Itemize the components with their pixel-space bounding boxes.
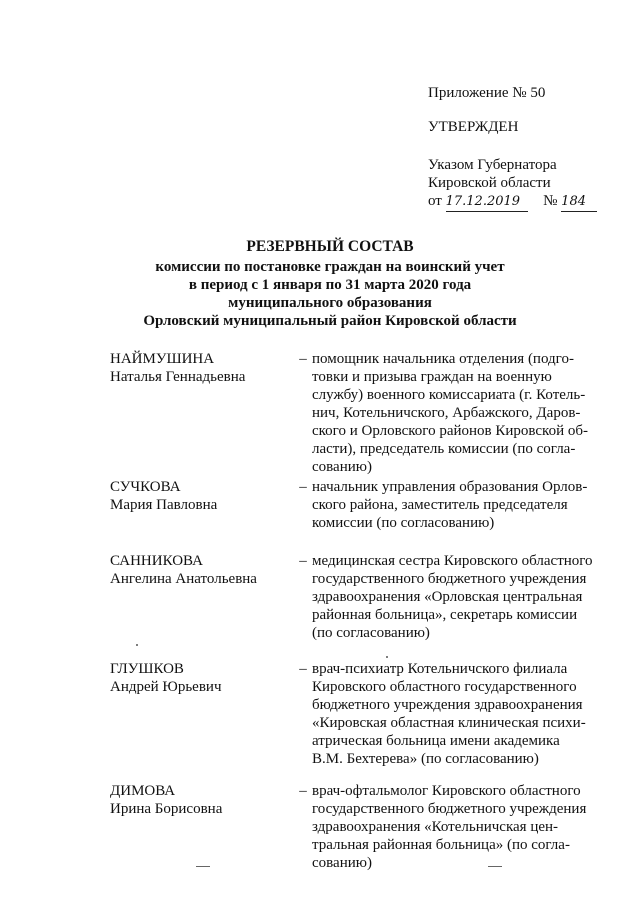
role-line: врач-офтальмолог Кировского областного — [312, 783, 581, 799]
decree-line-1: Указом Губернатора — [428, 157, 557, 173]
role-line: государственного бюджетного учреждения — [312, 801, 587, 817]
title-line: в период с 1 января по 31 марта 2020 года — [188, 277, 472, 293]
member-surname: НАЙМУШИНА — [110, 351, 215, 367]
role-line: «Кировская областная клиническая психи- — [312, 715, 586, 731]
role-line: государственного бюджетного учреждения — [312, 571, 587, 587]
role-line: Кировского областного государственного — [312, 679, 577, 695]
document-title — [100, 238, 560, 330]
decree-line-2: Кировской области — [428, 175, 551, 191]
member-role — [312, 350, 600, 476]
role-line: врач-психиатр Котельничского филиала — [312, 661, 568, 677]
role-line: службу) военного комиссариата (г. Котель- — [312, 387, 586, 403]
role-line: товки и призыва граждан на военную — [312, 369, 552, 385]
role-line: ского района, заместитель председателя — [312, 497, 568, 513]
role-line: районная больница», секретарь комиссии — [312, 607, 578, 623]
member-dash: – — [299, 553, 307, 569]
date-prefix: от — [428, 193, 442, 209]
member-surname: САННИКОВА — [110, 553, 203, 569]
title-main: РЕЗЕРВНЫЙ СОСТАВ — [246, 238, 414, 255]
role-line: здравоохранения «Котельничская цен- — [312, 819, 559, 835]
member-name — [110, 478, 290, 514]
role-line: медицинская сестра Кировского областного — [312, 553, 593, 569]
decree-date: 17.12.2019 — [446, 193, 528, 212]
scan-speck — [386, 656, 388, 658]
member-role — [312, 782, 600, 872]
member-given-name: Андрей Юрьевич — [110, 679, 222, 695]
role-line: В.М. Бехтерева» (по согласованию) — [312, 751, 539, 767]
role-line: тральная районная больница» (по согла- — [312, 837, 570, 853]
approved-stamp: УТВЕРЖДЕН — [428, 119, 519, 135]
member-name — [110, 782, 290, 818]
footer-mark — [196, 866, 210, 867]
role-line: нич, Котельничского, Арбажского, Даров- — [312, 405, 581, 421]
member-surname: ГЛУШКОВ — [110, 661, 184, 677]
role-line: ского и Орловского районов Кировской об- — [312, 423, 588, 439]
title-line: комиссии по постановке граждан на воинский учет — [155, 259, 505, 275]
member-name — [110, 552, 290, 588]
member-name — [110, 350, 290, 386]
role-line: сованию) — [312, 855, 372, 871]
member-role — [312, 478, 600, 532]
member-role — [312, 660, 600, 768]
footer-mark — [488, 866, 502, 867]
role-line: (по согласованию) — [312, 625, 430, 641]
decree-number: 184 — [561, 193, 597, 212]
approval-header — [428, 84, 597, 212]
member-given-name: Ирина Борисовна — [110, 801, 223, 817]
member-dash: – — [299, 351, 307, 367]
decree-date-number — [428, 192, 597, 212]
member-given-name: Ангелина Анатольевна — [110, 571, 257, 587]
title-line: Орловский муниципальный район Кировской области — [143, 313, 517, 329]
member-dash: – — [299, 783, 307, 799]
scan-speck — [136, 644, 138, 646]
role-line: здравоохранения «Орловская центральная — [312, 589, 583, 605]
role-line: атрическая больница имени академика — [312, 733, 560, 749]
role-line: помощник начальника отделения (подго- — [312, 351, 574, 367]
role-line: начальник управления образования Орлов- — [312, 479, 588, 495]
role-line: сованию) — [312, 459, 372, 475]
member-name — [110, 660, 290, 696]
role-line: бюджетного учреждения здравоохранения — [312, 697, 583, 713]
member-dash: – — [299, 479, 307, 495]
role-line: комиссии (по согласованию) — [312, 515, 495, 531]
member-role — [312, 552, 600, 642]
role-line: ласти), председатель комиссии (по согла- — [312, 441, 576, 457]
title-line: муниципального образования — [228, 295, 432, 311]
member-surname: ДИМОВА — [110, 783, 176, 799]
appendix-number: Приложение № 50 — [428, 85, 546, 101]
member-dash: – — [299, 661, 307, 677]
number-prefix: № — [543, 193, 558, 209]
member-given-name: Наталья Геннадьевна — [110, 369, 246, 385]
member-surname: СУЧКОВА — [110, 479, 181, 495]
member-given-name: Мария Павловна — [110, 497, 218, 513]
